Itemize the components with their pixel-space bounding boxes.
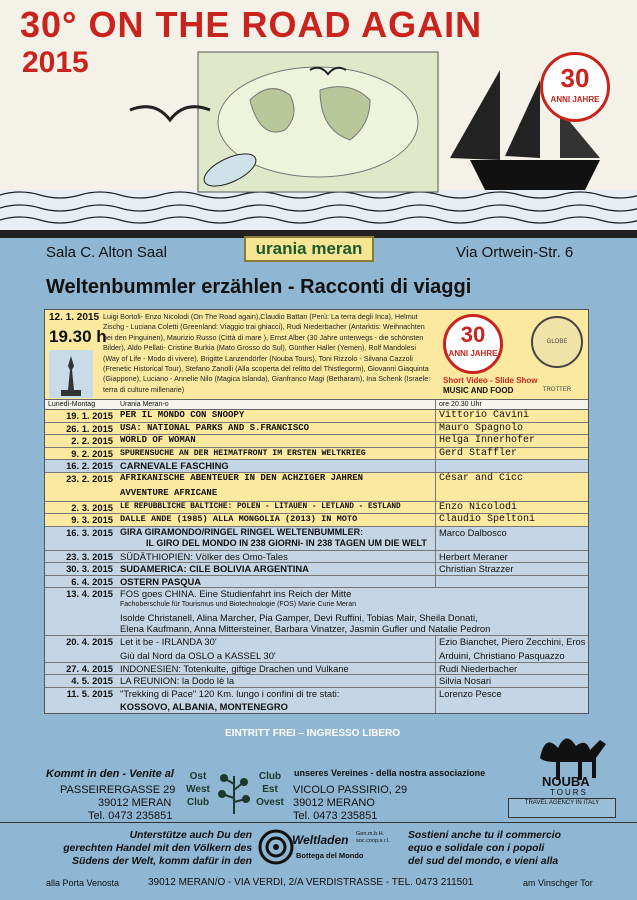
spiral-icon bbox=[258, 829, 294, 865]
support-line: Unterstütze auch Du den bbox=[129, 830, 252, 841]
row-title: WORLD OF WOMAN bbox=[120, 435, 196, 445]
support-line: del sud del mondo, e vieni alla bbox=[408, 856, 559, 867]
row-title-second: KOSSOVO, ALBANIA, MONTENEGRO bbox=[120, 701, 288, 712]
music-food-label: MUSIC AND FOOD bbox=[443, 386, 514, 395]
row-title: USA: NATIONAL PARKS AND S.FRANCISCO bbox=[120, 422, 310, 433]
row-title: AFRIKANISCHE ABENTEUER IN DEN ACHZIGER JAHREN bbox=[120, 472, 364, 483]
row-title-block bbox=[117, 588, 587, 635]
row-speaker: Helga Innerhofer bbox=[435, 435, 588, 447]
row-title: SUDAMERICA: CILE BOLIVIA ARGENTINA bbox=[120, 563, 309, 574]
table-row bbox=[45, 423, 588, 436]
row-title: DALLE ANDE (1985) ALLA MONGOLIA (2013) IN MOTO bbox=[120, 514, 358, 524]
support-line: equo e solidale con i popoli bbox=[408, 843, 545, 854]
globe-trotter-stamp: GLOBE TROTTER bbox=[531, 316, 583, 368]
row-speaker: Enzo Nicolodi bbox=[435, 502, 588, 514]
left-address bbox=[60, 784, 175, 823]
row-date: 2. 3. 2015 bbox=[71, 501, 113, 513]
support-line: Sostieni anche tu il commercio bbox=[408, 830, 562, 841]
address-tel: Tel. 0473 235851 bbox=[88, 810, 173, 822]
row-date: 23. 3. 2015 bbox=[66, 550, 113, 562]
badge-text: ANNI JAHRE bbox=[448, 349, 498, 358]
support-line: gerechten Handel mit den Völkern des bbox=[63, 843, 252, 854]
travel-agency-box: TRAVEL AGENCY IN ITALY bbox=[508, 798, 616, 818]
row-date: 6. 4. 2015 bbox=[71, 575, 113, 587]
nouba-sub: TOURS bbox=[550, 788, 588, 797]
row-title-second: Giù dal Nord da OSLO a KASSEL 30' bbox=[120, 650, 276, 661]
opening-event bbox=[45, 310, 588, 400]
tree-icon bbox=[214, 770, 254, 814]
sea-scene-illustration bbox=[0, 40, 637, 238]
footer-right: am Vinschger Tor bbox=[523, 878, 593, 888]
row-title: INDONESIEN: Totenkulte, giftige Drachen und Vulkane bbox=[120, 662, 349, 674]
address-street: PASSEIRERGASSE 29 bbox=[60, 784, 176, 796]
free-entry: EINTRITT FREI – INGRESSO LIBERO bbox=[225, 728, 401, 739]
table-row bbox=[45, 551, 588, 564]
address-street: VICOLO PASSIRIO, 29 bbox=[293, 784, 408, 796]
table-row bbox=[45, 514, 588, 527]
support-text-it bbox=[408, 829, 608, 868]
table-header bbox=[45, 400, 588, 410]
anniversary-badge-small bbox=[443, 314, 503, 374]
row-speaker bbox=[435, 460, 588, 472]
row-speaker: César and Cicc bbox=[435, 473, 588, 501]
subtitle: Weltenbummler erzählen - Racconti di viaggi bbox=[46, 276, 472, 298]
short-video-label: Short Video - Slide Show bbox=[443, 376, 538, 385]
row-speaker: Claudio Speltoni bbox=[435, 514, 588, 526]
row-date: 9. 2. 2015 bbox=[71, 447, 113, 459]
urania-logo: urania meran bbox=[244, 236, 374, 262]
schedule-table bbox=[44, 309, 589, 714]
poster-title: 30° ON THE ROAD AGAIN bbox=[20, 4, 483, 45]
association-text: unseres Vereines - della nostra associazione bbox=[294, 768, 486, 778]
table-row bbox=[45, 527, 588, 551]
support-text-de bbox=[46, 829, 252, 868]
table-row bbox=[45, 636, 588, 663]
logo-word: Club bbox=[258, 771, 282, 782]
table-row bbox=[45, 448, 588, 461]
table-row bbox=[45, 688, 588, 713]
row-speaker: Gerd Staffler bbox=[435, 448, 588, 460]
row-speaker: Vittorio Cavini bbox=[435, 410, 588, 422]
weltladen-name: Weltladen bbox=[292, 833, 349, 847]
venue-left: Sala C. Alton Saal bbox=[46, 244, 167, 261]
table-row bbox=[45, 563, 588, 576]
header-day: Lunedì-Montag bbox=[48, 401, 96, 408]
address-tel: Tel. 0473 235851 bbox=[293, 810, 378, 822]
address-city: 39012 MERANO bbox=[293, 797, 375, 809]
header-illustration bbox=[0, 0, 637, 238]
opening-time: 19.30 h bbox=[49, 327, 107, 346]
row-title-block bbox=[117, 527, 435, 550]
table-row bbox=[45, 410, 588, 423]
row-speaker-block bbox=[435, 636, 588, 662]
address-city: 39012 MERAN bbox=[98, 797, 172, 809]
row-title-block bbox=[117, 688, 435, 713]
table-row bbox=[45, 675, 588, 688]
row-title: CARNEVALE FASCHING bbox=[120, 460, 229, 471]
row-title-second: IL GIRO DEL MONDO IN 238 GIORNI- IN 238 TAGEN UM DIE WELT bbox=[146, 538, 427, 548]
poster-year: 2015 bbox=[22, 46, 89, 79]
row-title: "Trekking di Pace" 120 Km. lungo i confini di tre stati: bbox=[120, 687, 340, 699]
statue-of-liberty-icon bbox=[49, 350, 93, 398]
logo-word: West bbox=[186, 784, 210, 795]
weltladen-sub: Bottega del Mondo bbox=[296, 851, 364, 860]
row-subtitle: Fachoberschule für Tourismus und Biotechnologie (FOS) Marie Curie Meran bbox=[120, 600, 357, 608]
badge-text: ANNI JAHRE bbox=[550, 95, 600, 104]
row-date: 2. 2. 2015 bbox=[71, 435, 113, 446]
venue-right: Via Ortwein-Str. 6 bbox=[456, 244, 574, 261]
footer-left: alla Porta Venosta bbox=[46, 878, 120, 888]
row-title: Let it be - IRLANDA 30' bbox=[120, 635, 217, 647]
header-time: ore 20.30 Uhr bbox=[435, 400, 588, 409]
logo-word: Ovest bbox=[256, 797, 284, 808]
row-date: 11. 5. 2015 bbox=[66, 687, 113, 699]
weltladen-coop: Gen.m.b.H. soc.coop.a r.l. bbox=[356, 831, 390, 844]
row-participants: Elena Kaufmann, Anna Mittersteiner, Barbara Vinatzer, Jasmin Gufler und Natalie Pedron bbox=[120, 623, 491, 634]
nouba-name: NOUBA bbox=[542, 774, 590, 789]
opening-description: Luigi Bortoli- Enzo Nicolodi (On The Road again),Claudio Battan (Perù: La terra degli Inca), Helmut Zischg - Luciana Coletti (Greenland: Viaggio trai ghiacci), Rudi Niederbacher (Antarktis: Weihnachten bei den Pinguinen), Maurizio Russo (Città di mare ), Ernst Alber (30 Jahre unterwegs - die schönsten Bilder), Aldo Pellati- Cristine Burkia (Mato Grosso do Sul), Günther Haller (Yemen), Rolf Mandolesi (Way of Life - Modo di vivere), Brigitte Lanzendörfer (Nouba Tours), Toni Rizzolo - Silvana Cazzoli (Frenetic Historical Tour), Stefano Zanolli (Alla scoperta del relitto del Thistlegorm), Giovanni Giaquinta (Giappone), Luciano - Annelie Nilo (Magica Islanda), Gianfranco Magi (Betharam), Ina Schenk (Israele: terra di culture millenarie) bbox=[103, 312, 431, 394]
badge-number: 30 bbox=[460, 322, 486, 347]
row-participants: Isolde Christanell, Alina Marcher, Pia Gamper, Devi Ruffini, Tobias Mair, Sheila Donati, bbox=[120, 611, 478, 623]
row-title: LA REUNION: la Dodo lè la bbox=[120, 675, 235, 686]
row-date: 13. 4. 2015 bbox=[66, 588, 113, 599]
row-date: 16. 3. 2015 bbox=[66, 526, 113, 538]
right-address bbox=[293, 784, 407, 823]
row-speaker: Rudi Niederbacher bbox=[435, 663, 588, 675]
row-date: 20. 4. 2015 bbox=[66, 635, 113, 647]
table-row bbox=[45, 502, 588, 515]
logo-word: Ost bbox=[189, 771, 207, 782]
row-date: 30. 3. 2015 bbox=[66, 563, 113, 574]
header-venue: Urania Meran-o bbox=[120, 401, 169, 408]
row-date: 9. 3. 2015 bbox=[71, 514, 113, 525]
row-speaker: Herbert Meraner bbox=[435, 551, 588, 563]
row-speaker bbox=[435, 576, 588, 588]
row-speaker: Christian Strazzer bbox=[435, 563, 588, 575]
row-speaker: Silvia Nosari bbox=[435, 675, 588, 687]
logo-word: Club bbox=[186, 797, 210, 808]
row-speaker: Lorenzo Pesce bbox=[435, 688, 588, 713]
opening-extras bbox=[443, 376, 538, 396]
row-date: 19. 1. 2015 bbox=[66, 410, 113, 421]
row-date: 26. 1. 2015 bbox=[66, 422, 113, 434]
badge-number: 30 bbox=[560, 63, 590, 93]
table-row bbox=[45, 473, 588, 502]
ost-west-club-logo bbox=[186, 770, 286, 814]
row-date: 4. 5. 2015 bbox=[71, 675, 113, 686]
table-row bbox=[45, 435, 588, 448]
row-date: 27. 4. 2015 bbox=[66, 662, 113, 674]
weltladen-logo bbox=[258, 829, 398, 867]
footer-address: 39012 MERAN/O - VIA VERDI, 2/A VERDISTRASSE - TEL. 0473 211501 bbox=[148, 877, 474, 888]
row-speaker: Ezio Bianchet, Piero Zecchini, Eros bbox=[439, 635, 586, 647]
row-speaker: Marco Dalbosco bbox=[435, 527, 588, 550]
row-title: FOS goes CHINA. Eine Studienfahrt ins Reich der Mitte bbox=[120, 588, 352, 599]
opening-date: 12. 1. 2015 bbox=[49, 312, 100, 323]
row-speaker-second: Arduini, Christiano Pasquazzo bbox=[439, 650, 565, 661]
row-title: SÜDÄTHIOPIEN: Völker des Omo-Tales bbox=[120, 550, 288, 562]
row-title: LE REPUBBLICHE BALTICHE: POLEN - LITAUEN - LETLAND - ESTLAND bbox=[120, 502, 401, 511]
row-date: 23. 2. 2015 bbox=[66, 472, 113, 484]
row-title: OSTERN PASQUA bbox=[120, 575, 202, 587]
table-row bbox=[45, 663, 588, 676]
row-title-block bbox=[117, 473, 435, 501]
divider bbox=[0, 822, 637, 823]
row-title: SPURENSUCHE AN DER HEIMATFRONT IM ERSTEN WELTKRIEG bbox=[120, 448, 366, 458]
anniversary-badge bbox=[540, 52, 610, 122]
invite-text: Kommt in den - Venite al bbox=[46, 768, 174, 780]
table-row bbox=[45, 576, 588, 589]
table-row bbox=[45, 588, 588, 636]
row-title-block bbox=[117, 636, 435, 662]
logo-word: Est bbox=[262, 784, 278, 795]
row-speaker: Mauro Spagnolo bbox=[435, 423, 588, 435]
row-date: 16. 2. 2015 bbox=[66, 460, 113, 471]
row-title: GIRA GIRAMONDO/RINGEL RINGEL WELTENBUMMLER: bbox=[120, 526, 364, 537]
support-line: Südens der Welt, komm dafür in den bbox=[72, 856, 252, 867]
row-title: PER IL MONDO CON SNOOPY bbox=[120, 410, 245, 420]
row-title-second: AVVENTURE AFRICANE bbox=[120, 488, 218, 498]
table-row bbox=[45, 460, 588, 473]
